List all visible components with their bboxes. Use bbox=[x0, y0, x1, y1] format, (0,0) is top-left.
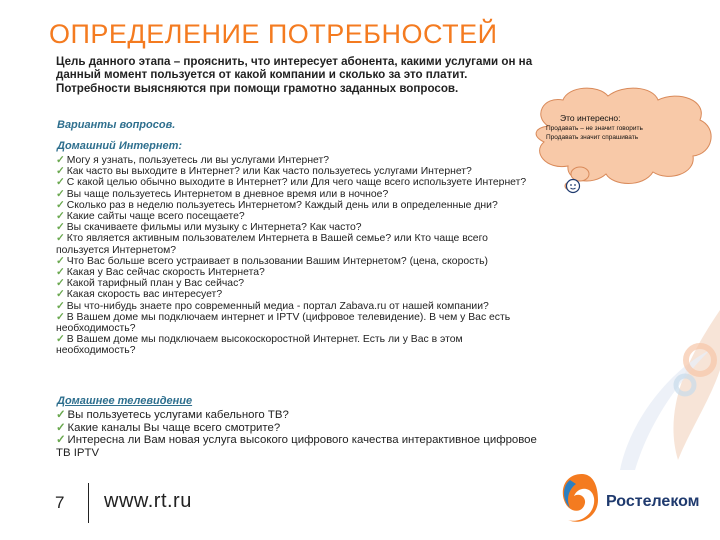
check-icon: ✓ bbox=[56, 267, 65, 279]
list-item: ✓ Вы скачиваете фильмы или музыку с Интернета? Как часто? bbox=[56, 222, 362, 234]
list-item: ✓ Кто является активным пользователем Интернета в Вашей семье? или Кто чаще всего пользуется Интернетом? bbox=[56, 233, 488, 256]
list-item: ✓ С какой целью обычно выходите в Интернет? или Для чего чаще всего используете Интернет? bbox=[56, 177, 527, 189]
check-icon: ✓ bbox=[56, 255, 65, 267]
tv-question-list bbox=[56, 409, 546, 459]
list-item: ✓ Сколько раз в неделю пользуетесь Интернетом? Каждый день или в определенные дни? bbox=[56, 199, 498, 211]
page-title: ОПРЕДЕЛЕНИЕ ПОТРЕБНОСТЕЙ bbox=[49, 19, 498, 49]
list-item: ✓ Какой тарифный план у Вас сейчас? bbox=[56, 278, 245, 290]
smiley-icon bbox=[565, 178, 581, 194]
thought-cloud bbox=[528, 86, 718, 196]
list-item: ✓ Вы пользуетесь услугами кабельного ТВ? bbox=[56, 409, 289, 421]
check-icon: ✓ bbox=[56, 334, 65, 346]
list-item: ✓ Какие сайты чаще всего посещаете? bbox=[56, 211, 245, 223]
internet-heading: Домашний Интернет: bbox=[57, 140, 183, 152]
list-item: ✓ Могу я узнать, пользуетесь ли вы услугами Интернет? bbox=[56, 155, 330, 166]
cloud-line-2: Продавать значит спрашивать bbox=[546, 134, 639, 141]
tv-heading: Домашнее телевидение bbox=[57, 395, 193, 407]
list-item: ✓ Вы что-нибудь знаете про современный медиа - портал Zabava.ru от нашей компании? bbox=[56, 300, 489, 312]
list-item: ✓ Какие каналы Вы чаще всего смотрите? bbox=[56, 421, 281, 434]
rostelecom-logo-icon bbox=[556, 470, 600, 526]
check-icon: ✓ bbox=[56, 155, 65, 166]
footer-divider bbox=[88, 483, 89, 523]
variants-heading: Варианты вопросов. bbox=[57, 119, 176, 131]
list-item: ✓ Что Вас больше всего устраивает в пользовании Вашим Интернетом? (цена, скорость) bbox=[56, 255, 488, 267]
list-item: ✓ Интересна ли Вам новая услуга высокого цифрового качества интерактивное цифровое ТВ IPTV bbox=[56, 434, 537, 459]
check-icon: ✓ bbox=[56, 300, 65, 312]
internet-question-list bbox=[56, 155, 541, 357]
intro-paragraph: Цель данного этапа – прояснить, что интересует абонента, какими услугами он на данный момент пользуется от какой компании и сколько за это платит. Потребности выясняются при помощи грамотно заданных вопросов. bbox=[56, 55, 533, 95]
check-icon: ✓ bbox=[56, 409, 66, 421]
check-icon: ✓ bbox=[56, 166, 65, 178]
decorative-swoosh bbox=[560, 250, 720, 480]
check-icon: ✓ bbox=[56, 311, 65, 323]
cloud-line-1: Продавать – не значит говорить bbox=[546, 125, 643, 132]
cloud-heading: Это интересно: bbox=[560, 113, 621, 123]
check-icon: ✓ bbox=[56, 199, 65, 211]
check-icon: ✓ bbox=[56, 434, 66, 447]
check-icon: ✓ bbox=[56, 421, 66, 434]
check-icon: ✓ bbox=[56, 211, 65, 223]
check-icon: ✓ bbox=[56, 188, 65, 200]
page-number: 7 bbox=[55, 493, 65, 512]
check-icon: ✓ bbox=[56, 289, 65, 301]
list-item: ✓ Как часто вы выходите в Интернет? или Как часто пользуетесь услугами Интернет? bbox=[56, 166, 472, 178]
list-item: ✓ В Вашем доме мы подключаем высокоскоростной Интернет. Есть ли у Вас в этом необходимость? bbox=[56, 334, 463, 357]
list-item: ✓ Какая у Вас сейчас скорость Интернета? bbox=[56, 267, 265, 279]
list-item: ✓ В Вашем доме мы подключаем интернет и IPTV (цифровое телевидение). В чем у Вас есть необходимость? bbox=[56, 311, 511, 335]
check-icon: ✓ bbox=[56, 233, 65, 245]
list-item: ✓ Вы чаще пользуетесь Интернетом в дневное время или в ночное? bbox=[56, 188, 389, 200]
check-icon: ✓ bbox=[56, 278, 65, 290]
footer-url-link[interactable]: www.rt.ru bbox=[104, 490, 192, 512]
check-icon: ✓ bbox=[56, 222, 65, 234]
check-icon: ✓ bbox=[56, 177, 65, 189]
list-item: ✓ Какая скорость вас интересует? bbox=[56, 289, 223, 301]
brand-name: Ростелеком bbox=[606, 493, 700, 510]
